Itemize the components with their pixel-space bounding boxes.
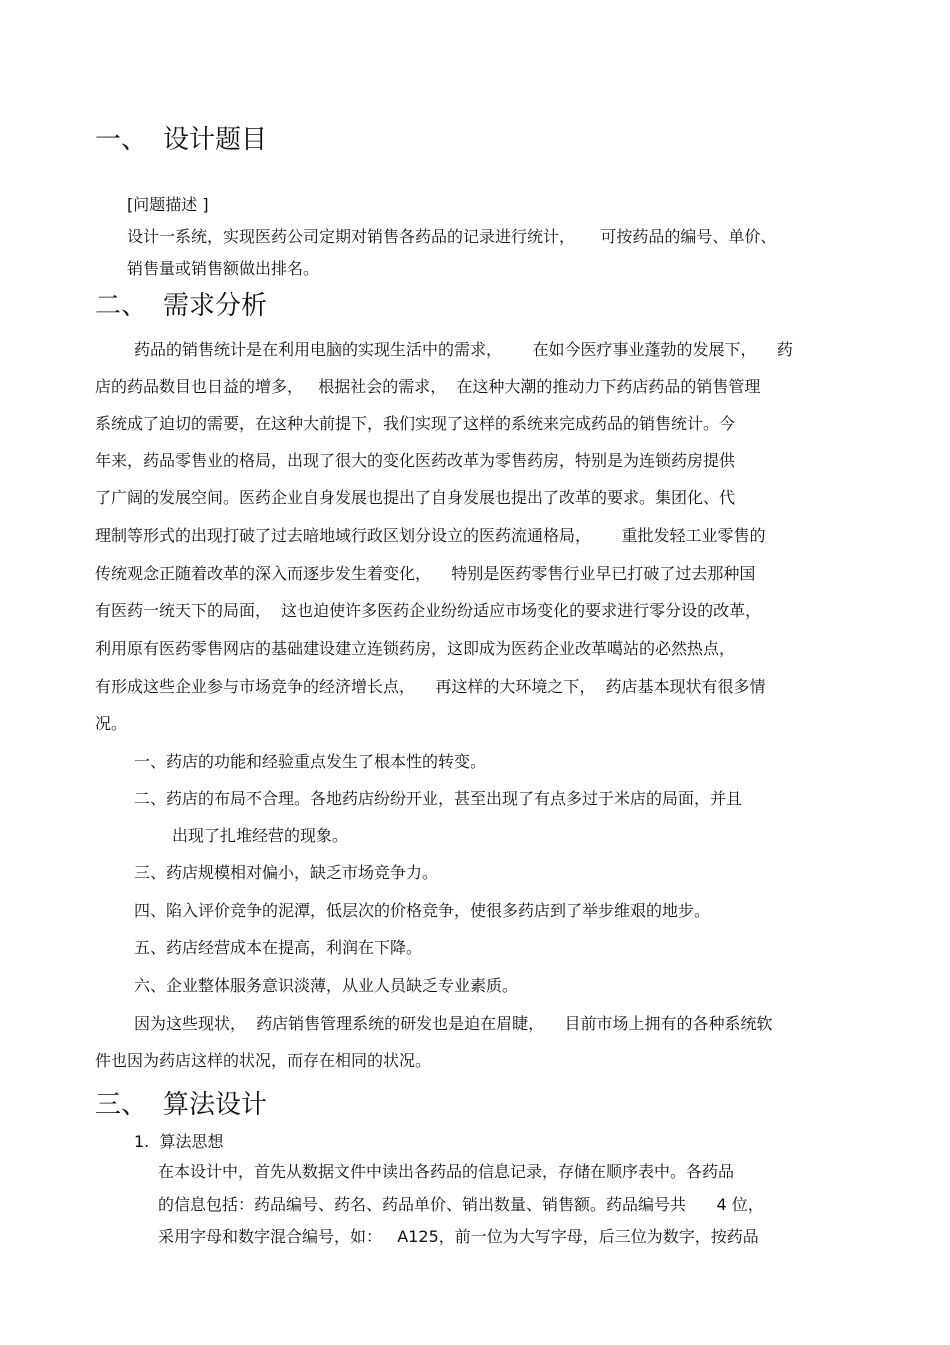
section-3-title: 算法设计	[163, 1090, 268, 1120]
algorithm-line-2: 的信息包括：药品编号、药名、药品单价、销出数量、销售额。药品编号共 4 位，	[158, 1195, 764, 1214]
problem-line-2: 销售量或销售额做出排名。	[127, 259, 320, 278]
analysis-line-5: 了广阔的发展空间。医药企业自身发展也提出了自身发展也提出了改革的要求。集团化、代	[95, 488, 736, 507]
section-1-heading	[95, 124, 267, 156]
analysis-line-2: 店的药品数目也日益的增多， 根据社会的需求， 在这种大潮的推动力下药店药品的销售管理	[95, 377, 761, 396]
analysis-line-8: 有医药一统天下的局面， 这也迫使许多医药企业纷纷适应市场变化的要求进行零分设的改革，	[95, 601, 762, 620]
status-item-2: 二、药店的布局不合理。各地药店纷纷开业，甚至出现了有点多过于米店的局面，并且	[134, 789, 743, 808]
section-2-number: 二、	[95, 291, 148, 321]
analysis-line-11: 况。	[95, 714, 128, 733]
analysis-line-4: 年来，药品零售业的格局，出现了很大的变化医药改革为零售药房，特别是为连锁药房提供	[95, 451, 736, 470]
analysis-line-9: 利用原有医药零售网店的基础建设建立连锁药房，这即成为医药企业改革噶站的必然热点，	[95, 639, 736, 658]
section-3-number: 三、	[95, 1090, 148, 1120]
closing-line-1: 因为这些现状， 药店销售管理系统的研发也是迫在眉睫， 目前市场上拥有的各种系统软	[134, 1014, 773, 1033]
status-item-3: 三、药店规模相对偏小，缺乏市场竞争力。	[134, 863, 439, 882]
section-1-title: 设计题目	[163, 125, 268, 155]
section-1-number: 一、	[95, 125, 148, 155]
status-item-4: 四、陷入评价竞争的泥潭，低层次的价格竞争，使很多药店到了举步维艰的地步。	[134, 901, 711, 920]
status-item-6: 六、企业整体服务意识淡薄，从业人员缺乏专业素质。	[134, 976, 519, 995]
algorithm-line-1: 在本设计中，首先从数据文件中读出各药品的信息记录，存储在顺序表中。各药品	[158, 1162, 735, 1181]
closing-line-2: 件也因为药店这样的状况，而存在相同的状况。	[95, 1051, 432, 1070]
analysis-line-3: 系统成了迫切的需要，在这种大前提下，我们实现了这样的系统来完成药品的销售统计。今	[95, 414, 736, 433]
analysis-line-6: 理制等形式的出现打破了过去暗地域行政区划分设立的医药流通格局， 重批发轻工业零售的	[95, 526, 766, 545]
problem-label: [问题描述 ]	[127, 195, 209, 214]
problem-line-1: 设计一系统，实现医药公司定期对销售各药品的记录进行统计， 可按药品的编号、单价、	[127, 227, 777, 246]
algorithm-line-3: 采用字母和数字混合编号，如： A125，前一位为大写字母，后三位为数字，按药品	[158, 1227, 759, 1246]
section-2-heading	[95, 290, 267, 322]
analysis-line-7: 传统观念正随着改革的深入而逐步发生着变化， 特别是医药零售行业早已打破了过去那种国	[95, 564, 756, 583]
section-3-heading	[95, 1089, 267, 1121]
analysis-line-1: 药品的销售统计是在利用电脑的实现生活中的需求， 在如今医疗事业蓬勃的发展下， 药	[134, 340, 793, 359]
algorithm-subheading: 1. 算法思想	[134, 1132, 224, 1151]
analysis-line-10: 有形成这些企业参与市场竞争的经济增长点， 再这样的大环境之下， 药店基本现状有很多情	[95, 677, 766, 696]
status-item-2-cont: 出现了扎堆经营的现象。	[172, 826, 349, 845]
status-item-5: 五、药店经营成本在提高，利润在下降。	[134, 938, 423, 957]
status-item-1: 一、药店的功能和经验重点发生了根本性的转变。	[134, 752, 487, 771]
section-2-title: 需求分析	[163, 291, 268, 321]
